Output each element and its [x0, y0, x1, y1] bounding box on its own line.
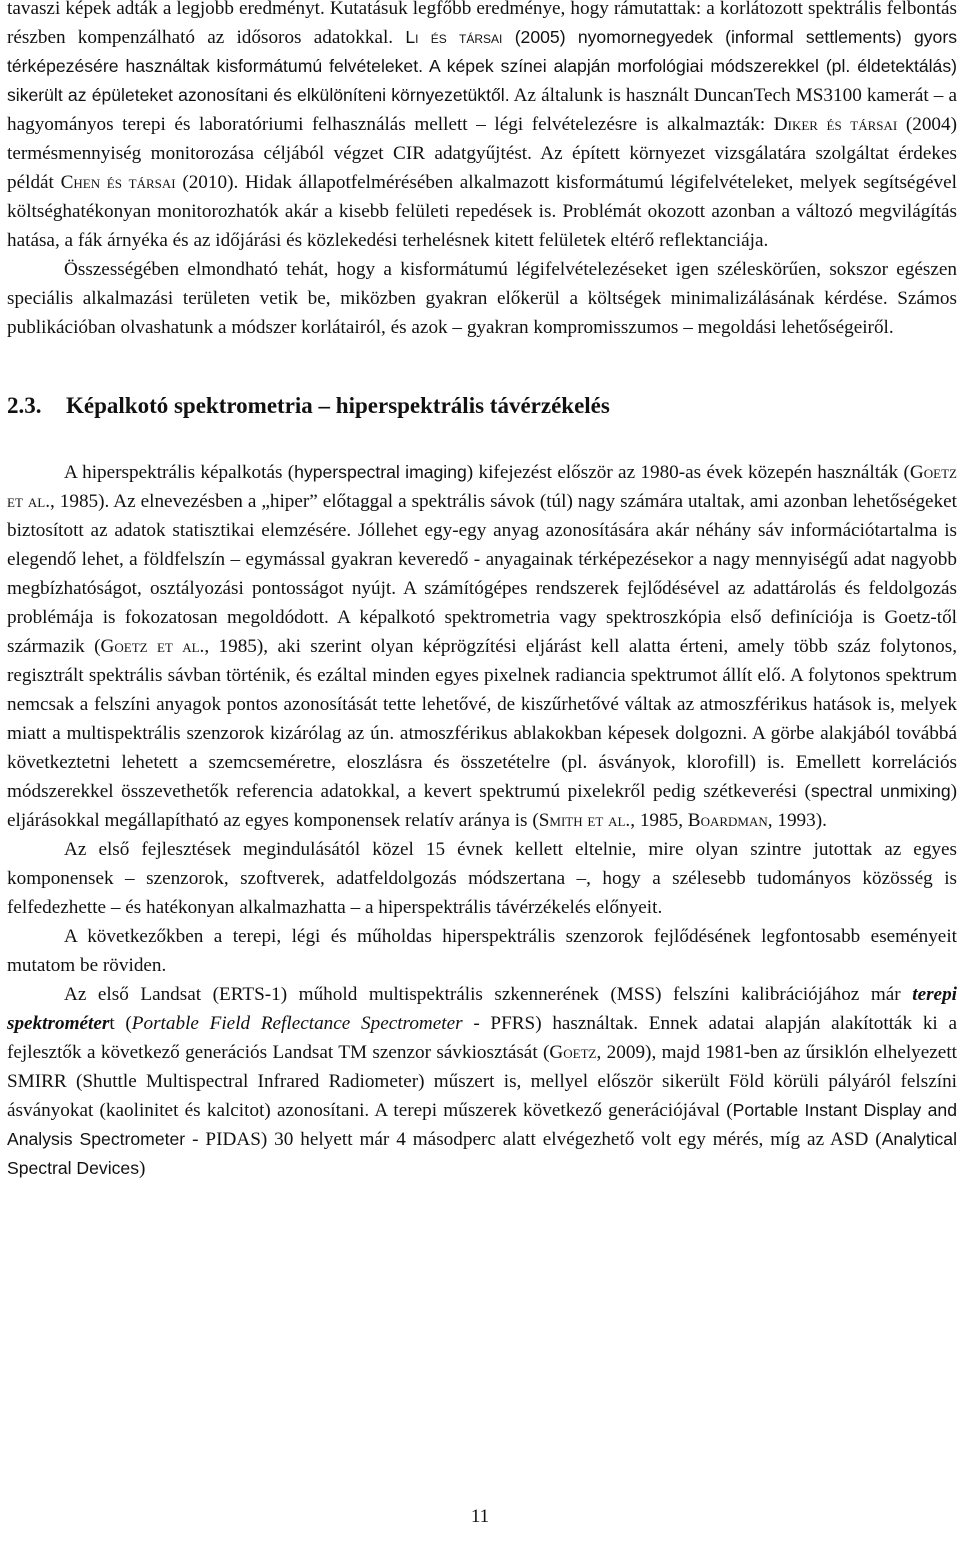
paragraph-development: Az első fejlesztések megindulásától közel 15 évnek kellett eltelnie, mire olyan szintre jutottak az egyes komponensek – szenzorok, szoftverek, adatfeldolgozás módszertana –, hogy a szélesebb tudományos közösség is felfedezhette – és hatékonyan alkalmazhatta – a hiperspektrális távérzékelés előnyeit.	[7, 839, 957, 918]
english-term: Analytical Spectral Devices	[7, 1129, 957, 1178]
section-title: Képalkotó spektrometria – hiperspektrális távérzékelés	[66, 393, 610, 418]
text-run: Az általunk is használt DuncanTech MS3100 kamerát – a hagyományos terepi és laboratóriumi felhasználás mellett – légi felvételezésre is alkalmazták:	[7, 85, 957, 135]
citation: Smith et al.	[538, 810, 631, 831]
page-number: 11	[470, 1506, 490, 1527]
text-run: tavaszi képek adták a legjobb eredményt. Kutatásuk legfőbb eredménye, hogy rámutattak: a korlátozott spektrális felbontás részben kompenzálható az idősoros adatokkal.	[7, 0, 957, 48]
citation: Chen és társai	[60, 172, 176, 193]
text-run: (2010). Hidak állapotfelmérésében alkalmazott kisformátumú légifelvételeket, melyek segítségével költséghatékonyan monitorozhatók akár a kisebb felületi repedések is. Problémát okozott azonban a változó megvilágítás hatása, a fák árnyéka és az időjárási és közlekedési terhelésnek kitett felületek eltérő reflektanciája.	[7, 172, 957, 251]
citation: Goetz et al.	[7, 462, 957, 512]
text-run: , 1985). Az elnevezésben a „hiper” előtaggal a spektrális sávok (túl) nagy számára utaltak, ami azonban lehetőségeket biztosított az adatok statisztikai elemzésére. Jóllehet egy-egy anyag azonosítására akár néhány sáv információtartalma is elegendő lehet, a földfelszín – egymással gyakran keveredő - anyagainak térképezésekor a nagy mennyiségű adat nagyobb megbízhatóságot, osztályozási pontosságot nyújt. A számítógépes rendszerek fejlődésével az adattárolás és feldolgozás problémája is fokozatosan megoldódott. A képalkotó spektrometria vagy spektroszkópia első definíciója is Goetz-től származik (	[7, 491, 958, 657]
paragraph-summary: Összességében elmondható tehát, hogy a kisformátumú légifelvételezéseket igen széleskörűen, sokszor egészen speciális alkalmazási területen vetik be, miközben gyakran előkerül a költségek minimalizálásának kérdése. Számos publikációban olvashatunk a módszer korlátairól, és azok – gyakran kompromisszumos – megoldási lehetőségeiről.	[7, 259, 957, 338]
text-run: t (	[109, 1013, 132, 1034]
paragraph-related-work	[7, 0, 957, 255]
text-run: A hiperspektrális képalkotás (	[64, 462, 295, 483]
citation: Diker és társai	[773, 114, 898, 135]
citation: Li és társai	[405, 27, 503, 47]
text-run: - PIDAS) 30 helyett már 4 másodperc alatt elvégezhető volt egy mérés, míg az ASD (	[185, 1129, 882, 1150]
text-run: (2004) termésmennyiség monitorozása céljából végzet CIR adatgyűjtést. Az épített környezet vizsgálatára szolgáltat érdekes példát	[7, 114, 958, 193]
english-term: spectral unmixing	[810, 781, 951, 801]
text-run: , 1985,	[630, 810, 688, 831]
section-heading	[7, 391, 957, 421]
text-run: (2005) nyomornegyedek (informal settlements) gyors térképezésére használtak kisformátumú felvételeket. A képek színei alapján morfológiai módszerekkel (pl. éldetektálás) sikerült az épületeket azonosítani és elkülöníteni környezetüktől.	[7, 27, 957, 105]
citation: Boardman	[687, 810, 768, 831]
text-run: , 1993).	[767, 810, 827, 831]
citation: Goetz et al.	[100, 636, 205, 657]
italic-term: Portable Field Reflectance Spectrometer	[131, 1013, 463, 1034]
citation: Goetz	[549, 1042, 597, 1063]
section-number: 2.3.	[7, 393, 42, 418]
paragraph-outline: A következőkben a terepi, légi és műholdas hiperspektrális szenzorok fejlődésének legfontosabb eseményeit mutatom be röviden.	[7, 926, 957, 976]
text-run: ) eljárásokkal megállapítható az egyes komponensek relatív aránya is (	[7, 781, 957, 831]
text-run: , 2009), majd 1981-ben az űrsiklón elhelyezett SMIRR (Shuttle Multispectral Infrared Radiometer) műszert is, mellyel először sikerült Föld körüli pályáról felszíni ásványokat (kaolinitet és kalcitot) azonosítani. A terepi műszerek következő generációjával (	[7, 1042, 957, 1121]
text-run: Az első Landsat (ERTS-1) műhold multispektrális szkennerének (MSS) felszíni kalibrációjához már	[64, 984, 913, 1005]
emphasis-term: terepi spektrométer	[7, 984, 957, 1034]
text-run: )	[139, 1158, 146, 1179]
text-run: ) kifejezést először az 1980-as évek közepén használták (	[466, 462, 910, 483]
paragraph-field-spectrometers	[7, 980, 957, 1183]
text-run: - PFRS) használtak. Ennek adatai alapján alakították ki a fejlesztők a következő generációs Landsat TM szenzor sávkiosztását (	[7, 1013, 957, 1063]
english-term: hyperspectral imaging	[294, 462, 467, 482]
paragraph-hyperspectral-intro	[7, 458, 957, 835]
text-run: , 1985), aki szerint olyan képrögzítési eljárást kell alatta érteni, amely több száz folytonos, regisztrált spektrális sávban történik, és ezáltal minden egyes pixelnek radiancia spektrumot állít elő. A folytonos spektrum nemcsak a felszíni anyagok pontos azonosítását tette lehetővé, de kiszűrhetővé váltak az atmoszférikus hatások is, melyek miatt a multispektrális szenzorok kizárólag az ún. atmoszférikus ablakokban képesek dolgozni. A görbe alakjából továbbá következtetni lehetett a szemcseméretre, eloszlásra és összetételre (pl. ásványok, klorofill) is. Emellett korrelációs módszerekkel összevethetők referencia adatokkal, a kevert spektrumú pixelekről pedig szétkeverési (	[7, 636, 957, 802]
english-term: Portable Instant Display and Analysis Spectrometer	[7, 1100, 957, 1149]
